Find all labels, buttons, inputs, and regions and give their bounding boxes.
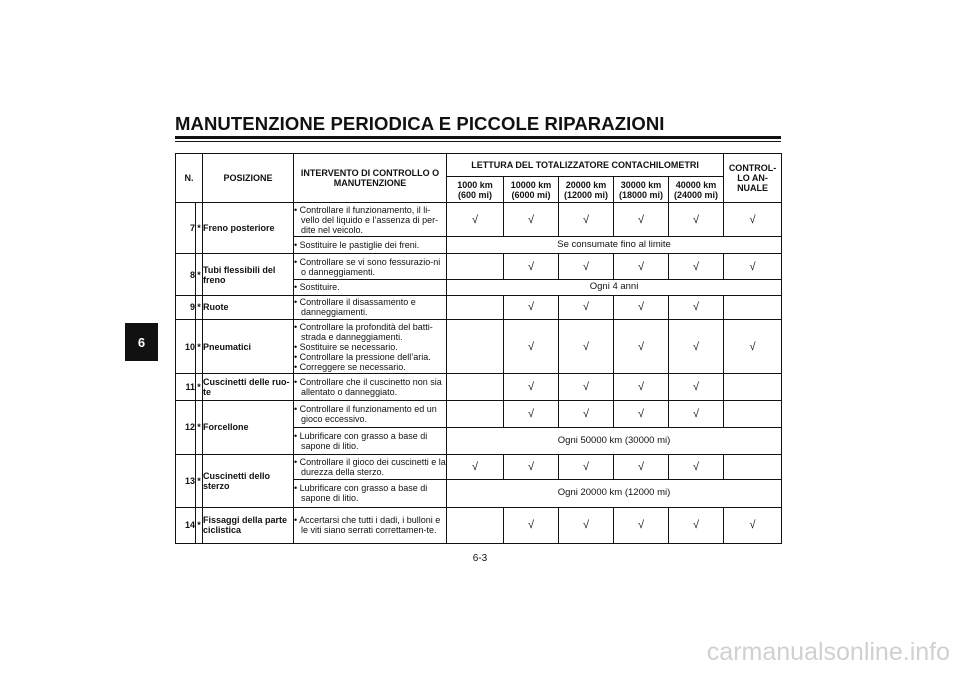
row-action: • Lubrificare con grasso a base di sapone di litio. <box>294 427 447 454</box>
row-action: • Controllare la profondità del batti-strada e danneggiamenti. • Sostituire se necessario. • Controllare la pressione dell’aria. • Correggere se necessario. <box>294 320 447 374</box>
check-mark: √ <box>724 507 782 543</box>
row-star: * <box>196 400 203 454</box>
check-mark: √ <box>724 254 782 279</box>
row-action: • Sostituire. <box>294 279 447 295</box>
page-title: MANUTENZIONE PERIODICA E PICCOLE RIPARAZIONI <box>175 113 665 134</box>
header-interval: 10000 km (6000 mi) <box>504 177 559 203</box>
row-number: 14 <box>176 507 196 543</box>
check-mark: √ <box>614 400 669 427</box>
row-star: * <box>196 507 203 543</box>
row-star: * <box>196 455 203 507</box>
interval-note: Ogni 20000 km (12000 mi) <box>447 480 782 507</box>
row-star: * <box>196 254 203 295</box>
check-mark: √ <box>559 374 614 400</box>
row-star: * <box>196 295 203 319</box>
row-number: 8 <box>176 254 196 295</box>
check-mark: √ <box>669 400 724 427</box>
row-star: * <box>196 320 203 374</box>
check-mark: √ <box>614 254 669 279</box>
row-item: Ruote <box>203 295 294 319</box>
header-annual: CONTROL-LO AN-NUALE <box>724 154 782 203</box>
row-item: Tubi flessibili del freno <box>203 254 294 295</box>
title-rule-thick <box>175 136 781 139</box>
header-num: N. <box>176 154 203 203</box>
header-action: INTERVENTO DI CONTROLLO O MANUTENZIONE <box>294 154 447 203</box>
row-item: Forcellone <box>203 400 294 454</box>
empty-cell <box>724 455 782 480</box>
row-action: • Controllare il disassamento e danneggiamenti. <box>294 295 447 319</box>
check-mark: √ <box>447 203 504 237</box>
row-action: • Controllare il funzionamento, il li-vello del liquido e l’assenza di per-dite nel veicolo. <box>294 203 447 237</box>
check-mark: √ <box>669 507 724 543</box>
check-mark: √ <box>559 203 614 237</box>
check-mark: √ <box>669 374 724 400</box>
header-interval: 20000 km (12000 mi) <box>559 177 614 203</box>
row-action: • Accertarsi che tutti i dadi, i bulloni e le viti siano serrati correttamen-te. <box>294 507 447 543</box>
empty-cell <box>447 295 504 319</box>
empty-cell <box>724 400 782 427</box>
check-mark: √ <box>504 295 559 319</box>
check-mark: √ <box>504 455 559 480</box>
table-row <box>176 455 782 480</box>
check-mark: √ <box>504 400 559 427</box>
check-mark: √ <box>669 203 724 237</box>
watermark: carmanualsonline.info <box>706 638 950 666</box>
header-odometer: LETTURA DEL TOTALIZZATORE CONTACHILOMETRI <box>447 154 724 177</box>
check-mark: √ <box>504 507 559 543</box>
check-mark: √ <box>504 374 559 400</box>
row-item: Cuscinetti delle ruo-te <box>203 374 294 400</box>
table-row <box>176 320 782 374</box>
check-mark: √ <box>614 320 669 374</box>
check-mark: √ <box>559 320 614 374</box>
header-interval: 40000 km (24000 mi) <box>669 177 724 203</box>
row-item: Freno posteriore <box>203 203 294 254</box>
check-mark: √ <box>614 455 669 480</box>
empty-cell <box>724 374 782 400</box>
table-row <box>176 374 782 400</box>
row-action: • Sostituire le pastiglie dei freni. <box>294 237 447 254</box>
empty-cell <box>447 400 504 427</box>
check-mark: √ <box>559 254 614 279</box>
interval-note: Ogni 50000 km (30000 mi) <box>447 427 782 454</box>
empty-cell <box>447 254 504 279</box>
row-number: 10 <box>176 320 196 374</box>
row-action: • Controllare il gioco dei cuscinetti e la durezza della sterzo. <box>294 455 447 480</box>
row-item: Pneumatici <box>203 320 294 374</box>
table-row <box>176 295 782 319</box>
row-number: 7 <box>176 203 196 254</box>
check-mark: √ <box>614 374 669 400</box>
row-number: 13 <box>176 455 196 507</box>
row-item: Cuscinetti dello sterzo <box>203 455 294 507</box>
maintenance-table <box>175 153 782 544</box>
row-number: 9 <box>176 295 196 319</box>
check-mark: √ <box>669 254 724 279</box>
header-interval: 30000 km (18000 mi) <box>614 177 669 203</box>
check-mark: √ <box>447 455 504 480</box>
title-rule-thin <box>175 141 781 142</box>
interval-note: Ogni 4 anni <box>447 279 782 295</box>
check-mark: √ <box>614 295 669 319</box>
row-action: • Controllare il funzionamento ed un gioco eccessivo. <box>294 400 447 427</box>
interval-note: Se consumate fino al limite <box>447 237 782 254</box>
check-mark: √ <box>559 507 614 543</box>
check-mark: √ <box>724 203 782 237</box>
check-mark: √ <box>614 507 669 543</box>
header-interval: 1000 km (600 mi) <box>447 177 504 203</box>
empty-cell <box>447 507 504 543</box>
check-mark: √ <box>504 203 559 237</box>
empty-cell <box>724 295 782 319</box>
check-mark: √ <box>669 320 724 374</box>
empty-cell <box>447 374 504 400</box>
page-number: 6-3 <box>472 553 488 564</box>
row-star: * <box>196 374 203 400</box>
row-action: • Controllare che il cuscinetto non sia allentato o danneggiato. <box>294 374 447 400</box>
table-row <box>176 254 782 279</box>
row-number: 11 <box>176 374 196 400</box>
check-mark: √ <box>559 295 614 319</box>
check-mark: √ <box>559 400 614 427</box>
row-item: Fissaggi della parte ciclistica <box>203 507 294 543</box>
row-action: • Lubrificare con grasso a base di sapone di litio. <box>294 480 447 507</box>
table-row <box>176 400 782 427</box>
empty-cell <box>447 320 504 374</box>
row-number: 12 <box>176 400 196 454</box>
check-mark: √ <box>614 203 669 237</box>
header-item: POSIZIONE <box>203 154 294 203</box>
table-row <box>176 203 782 237</box>
row-star: * <box>196 203 203 254</box>
row-action: • Controllare se vi sono fessurazio-ni o danneggiamenti. <box>294 254 447 279</box>
table-row <box>176 507 782 543</box>
check-mark: √ <box>724 320 782 374</box>
check-mark: √ <box>669 295 724 319</box>
check-mark: √ <box>669 455 724 480</box>
check-mark: √ <box>504 254 559 279</box>
chapter-tab: 6 <box>125 323 158 361</box>
check-mark: √ <box>559 455 614 480</box>
check-mark: √ <box>504 320 559 374</box>
